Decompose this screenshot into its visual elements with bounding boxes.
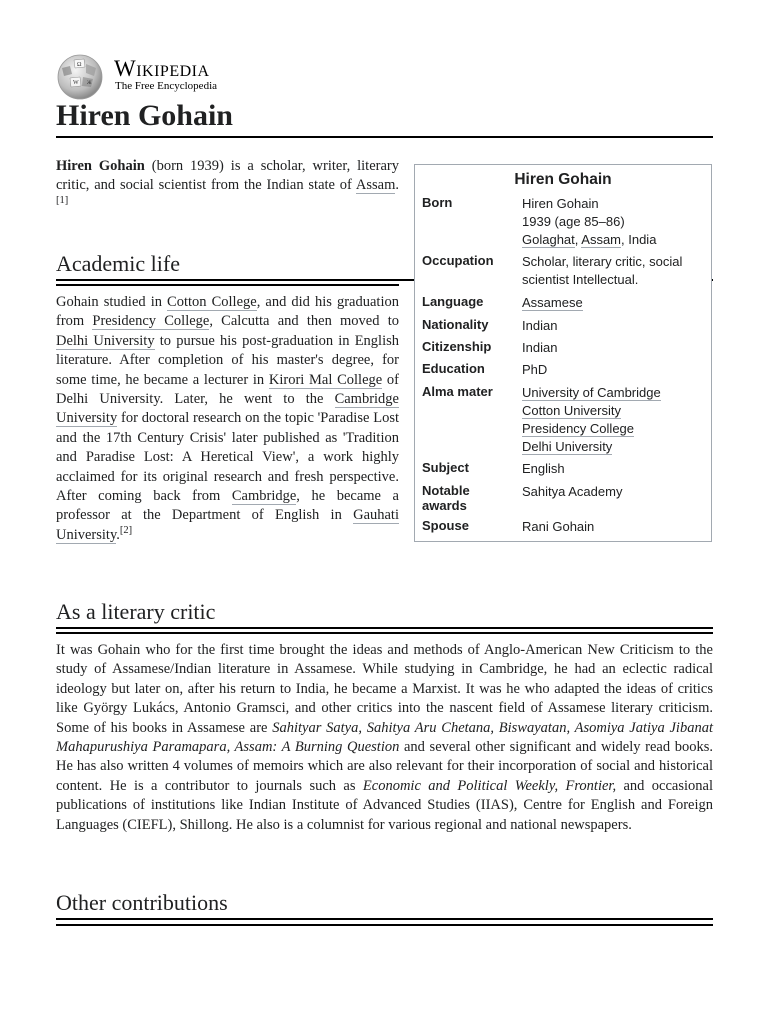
born-name: Hiren Gohain xyxy=(522,196,599,211)
text-span: , and did his graduation from xyxy=(56,294,399,330)
infobox-label: Alma mater xyxy=(422,384,493,399)
link-cambridge-university[interactable]: Cambridge University xyxy=(56,391,399,427)
text-span: Gohain studied in xyxy=(56,294,168,310)
infobox-label: Language xyxy=(422,294,484,309)
heading-rule xyxy=(56,924,713,926)
link-assamese[interactable]: Assamese xyxy=(522,295,583,310)
section-heading-other-contributions xyxy=(56,889,713,917)
infobox-label: Occupation xyxy=(422,253,494,268)
link-cotton-university[interactable]: Cotton University xyxy=(522,403,621,418)
infobox-label: Subject xyxy=(422,460,469,475)
link-presidency-college[interactable]: Presidency College xyxy=(92,313,210,330)
text-span: . xyxy=(116,526,120,543)
infobox-label: Education xyxy=(422,361,485,376)
lead-text: (born 1939) is a scholar, writer, literary critic, and social scientist from the Indian state of xyxy=(56,158,399,194)
text-span: for doctoral research on the topic 'Paradise Lost and the 17th Century Crisis' later published as 'Tradition and Paradise Lost: A Heretical View', a work highly acclaimed for its original research and fresh perspective. After coming back from xyxy=(56,410,399,505)
label-line: awards xyxy=(422,498,467,513)
svg-text:Ж: Ж xyxy=(87,81,92,86)
reference-1[interactable]: [1] xyxy=(56,194,69,206)
text-span: of Delhi University. Later, he went to the xyxy=(56,371,399,408)
link-cambridge[interactable]: Cambridge xyxy=(231,488,297,505)
infobox xyxy=(414,164,712,542)
text-span: , India xyxy=(621,232,657,247)
infobox-value xyxy=(522,195,706,249)
infobox-label: Nationality xyxy=(422,317,489,332)
section-heading-text: As a literary critic xyxy=(56,599,216,624)
reference-2[interactable]: [2] xyxy=(119,525,133,537)
infobox-value: Rani Gohain xyxy=(522,519,595,534)
heading-rule xyxy=(56,284,399,286)
infobox-value: PhD xyxy=(522,362,548,377)
born-place xyxy=(522,231,706,249)
infobox-label: Born xyxy=(422,195,453,210)
wikipedia-tagline: The Free Encyclopedia xyxy=(115,80,218,92)
infobox-label xyxy=(422,483,512,513)
link-kirori-mal-college[interactable]: Kirori Mal College xyxy=(268,371,383,388)
wikipedia-logo[interactable] xyxy=(56,52,256,100)
link-assam-infobox[interactable]: Assam xyxy=(581,232,622,247)
heading-rule xyxy=(56,627,713,629)
label-line: Notable xyxy=(422,483,470,498)
text-span: , Calcutta and then moved to xyxy=(209,313,399,330)
link-gauhati-university[interactable]: Gauhati University xyxy=(56,507,399,543)
link-cotton-college[interactable]: Cotton College xyxy=(167,294,257,310)
lead-paragraph xyxy=(56,157,399,215)
svg-text:Ω: Ω xyxy=(77,62,82,68)
link-assam[interactable]: Assam xyxy=(355,177,396,194)
infobox-value: Indian xyxy=(522,318,558,333)
lead-bold-name: Hiren Gohain xyxy=(56,158,145,174)
lead-end: . xyxy=(395,177,399,194)
text-span: and several other significant and widely read books. He has also written 4 volumes of memoirs which are also relevant for their incorporation of social and historical content. He is a contributor to journals such as xyxy=(56,739,713,794)
born-date: 1939 (age 85–86) xyxy=(522,214,625,229)
link-golaghat[interactable]: Golaghat xyxy=(522,232,575,247)
text-span: to pursue his post-graduation in English literature. After completion of his master's degree, for some time, he became a lecturer in xyxy=(56,332,399,388)
infobox-value: Sahitya Academy xyxy=(522,484,623,499)
link-delhi-university-infobox[interactable]: Delhi University xyxy=(522,439,613,454)
wikipedia-wordmark: Wikipedia xyxy=(114,56,210,81)
text-span: , he became a professor at the Department of English in xyxy=(56,488,399,524)
text-span: and occasional publications of institutions like Indian Institute of Advanced Studies (IIAS), Centre for English and Foreign Languages (CIEFL), Shillong. He also is a columnist for various regional and national newspapers. xyxy=(56,777,713,833)
journal-titles: Economic and Political Weekly, Frontier, xyxy=(362,777,617,794)
infobox-value: English xyxy=(522,461,565,476)
heading-rule xyxy=(56,918,713,920)
heading-rule xyxy=(56,632,713,634)
infobox-label: Citizenship xyxy=(422,339,492,354)
section-heading-text: Academic life xyxy=(56,251,180,276)
infobox-value: Indian xyxy=(522,340,558,355)
link-presidency-college-infobox[interactable]: Presidency College xyxy=(522,421,635,436)
svg-text:W: W xyxy=(73,80,79,86)
section-heading-literary-critic xyxy=(56,598,713,626)
literary-critic-paragraph xyxy=(56,641,713,835)
text-span: , xyxy=(574,232,582,247)
infobox-value xyxy=(522,384,706,456)
page-title: Hiren Gohain xyxy=(56,98,713,138)
link-delhi-university[interactable]: Delhi University xyxy=(56,332,155,349)
text-span: It was Gohain who for the first time brought the ideas and methods of Anglo-American New Criticism to the study of Assamese/Indian literature in Assamese. While studying in Cambridge, he had an eclectic radical ideology but later on, after his return to India, he became a Marxist. It was he who adapted the ideas of critics like György Lukács, Antonio Gramsci, and other critics into the nascent field of Assamese literary criticism. Some of his books in Assamese are xyxy=(56,642,713,736)
link-university-of-cambridge[interactable]: University of Cambridge xyxy=(522,385,661,400)
section-heading-text: Other contributions xyxy=(56,890,228,915)
infobox-value: Scholar, literary critic, social scientist Intellectual. xyxy=(522,254,683,287)
infobox-label: Spouse xyxy=(422,518,469,533)
book-titles: Sahityar Satya, Sahitya Aru Chetana, Biswayatan, Asomiya Jatiya Jibanat Mahapurushiya Paramapara, Assam: A Burning Question xyxy=(56,719,713,756)
academic-life-paragraph xyxy=(56,293,399,545)
wikipedia-globe-icon xyxy=(56,54,104,100)
infobox-title: Hiren Gohain xyxy=(514,171,612,188)
infobox-value xyxy=(522,294,706,312)
